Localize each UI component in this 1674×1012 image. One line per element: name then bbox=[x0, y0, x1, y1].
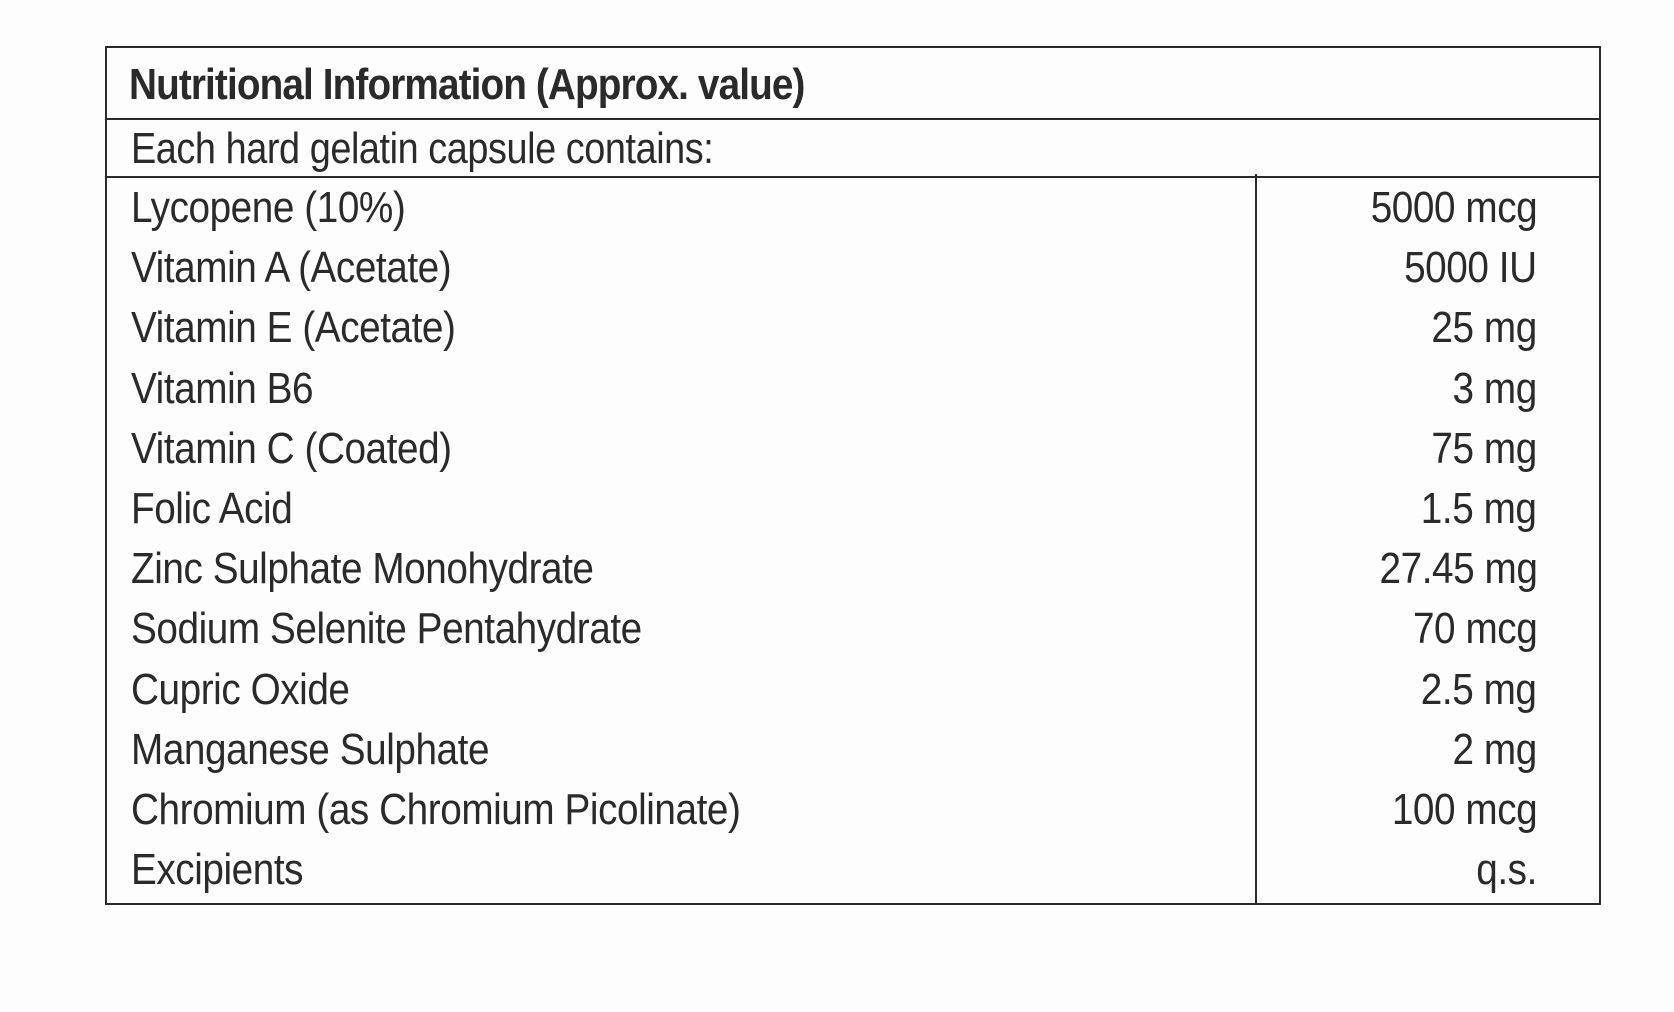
ingredient-list bbox=[107, 178, 1599, 900]
ingredient-row bbox=[107, 780, 1599, 840]
ingredient-name: Folic Acid bbox=[131, 483, 293, 533]
ingredient-name: Excipients bbox=[131, 845, 304, 895]
panel-subtitle: Each hard gelatin capsule contains: bbox=[131, 124, 714, 173]
ingredient-amount: q.s. bbox=[1476, 845, 1537, 895]
ingredient-row bbox=[107, 720, 1599, 780]
ingredient-amount: 1.5 mg bbox=[1421, 483, 1537, 533]
ingredient-name: Vitamin E (Acetate) bbox=[131, 303, 456, 353]
ingredient-row bbox=[107, 178, 1599, 238]
ingredient-amount: 25 mg bbox=[1431, 303, 1537, 353]
title-row bbox=[107, 48, 1599, 120]
ingredient-row bbox=[107, 298, 1599, 358]
ingredient-name: Chromium (as Chromium Picolinate) bbox=[131, 784, 741, 834]
ingredient-row bbox=[107, 359, 1599, 419]
subtitle-row bbox=[107, 120, 1599, 178]
ingredient-row bbox=[107, 660, 1599, 720]
ingredient-name: Vitamin B6 bbox=[131, 363, 314, 413]
ingredient-row bbox=[107, 840, 1599, 900]
ingredient-amount: 27.45 mg bbox=[1379, 544, 1537, 594]
ingredient-name: Vitamin A (Acetate) bbox=[131, 243, 452, 293]
ingredient-amount: 2.5 mg bbox=[1421, 664, 1537, 714]
ingredient-row bbox=[107, 479, 1599, 539]
nutrition-panel bbox=[105, 46, 1601, 905]
ingredient-row bbox=[107, 539, 1599, 599]
panel-title: Nutritional Information (Approx. value) bbox=[129, 60, 805, 109]
ingredient-amount: 3 mg bbox=[1452, 363, 1537, 413]
ingredient-name: Sodium Selenite Pentahydrate bbox=[131, 604, 642, 654]
ingredient-name: Zinc Sulphate Monohydrate bbox=[131, 544, 594, 594]
ingredient-amount: 2 mg bbox=[1452, 724, 1537, 774]
ingredient-name: Lycopene (10%) bbox=[131, 183, 406, 232]
ingredient-amount: 100 mcg bbox=[1391, 784, 1537, 834]
ingredient-amount: 75 mg bbox=[1431, 423, 1537, 473]
ingredient-name: Vitamin C (Coated) bbox=[131, 423, 452, 473]
ingredient-row bbox=[107, 419, 1599, 479]
ingredient-amount: 5000 IU bbox=[1404, 243, 1537, 293]
ingredient-row bbox=[107, 238, 1599, 298]
ingredient-amount: 70 mcg bbox=[1412, 604, 1537, 654]
ingredient-amount: 5000 mcg bbox=[1370, 183, 1537, 232]
ingredient-name: Cupric Oxide bbox=[131, 664, 350, 714]
ingredient-row bbox=[107, 599, 1599, 659]
ingredient-name: Manganese Sulphate bbox=[131, 724, 490, 774]
